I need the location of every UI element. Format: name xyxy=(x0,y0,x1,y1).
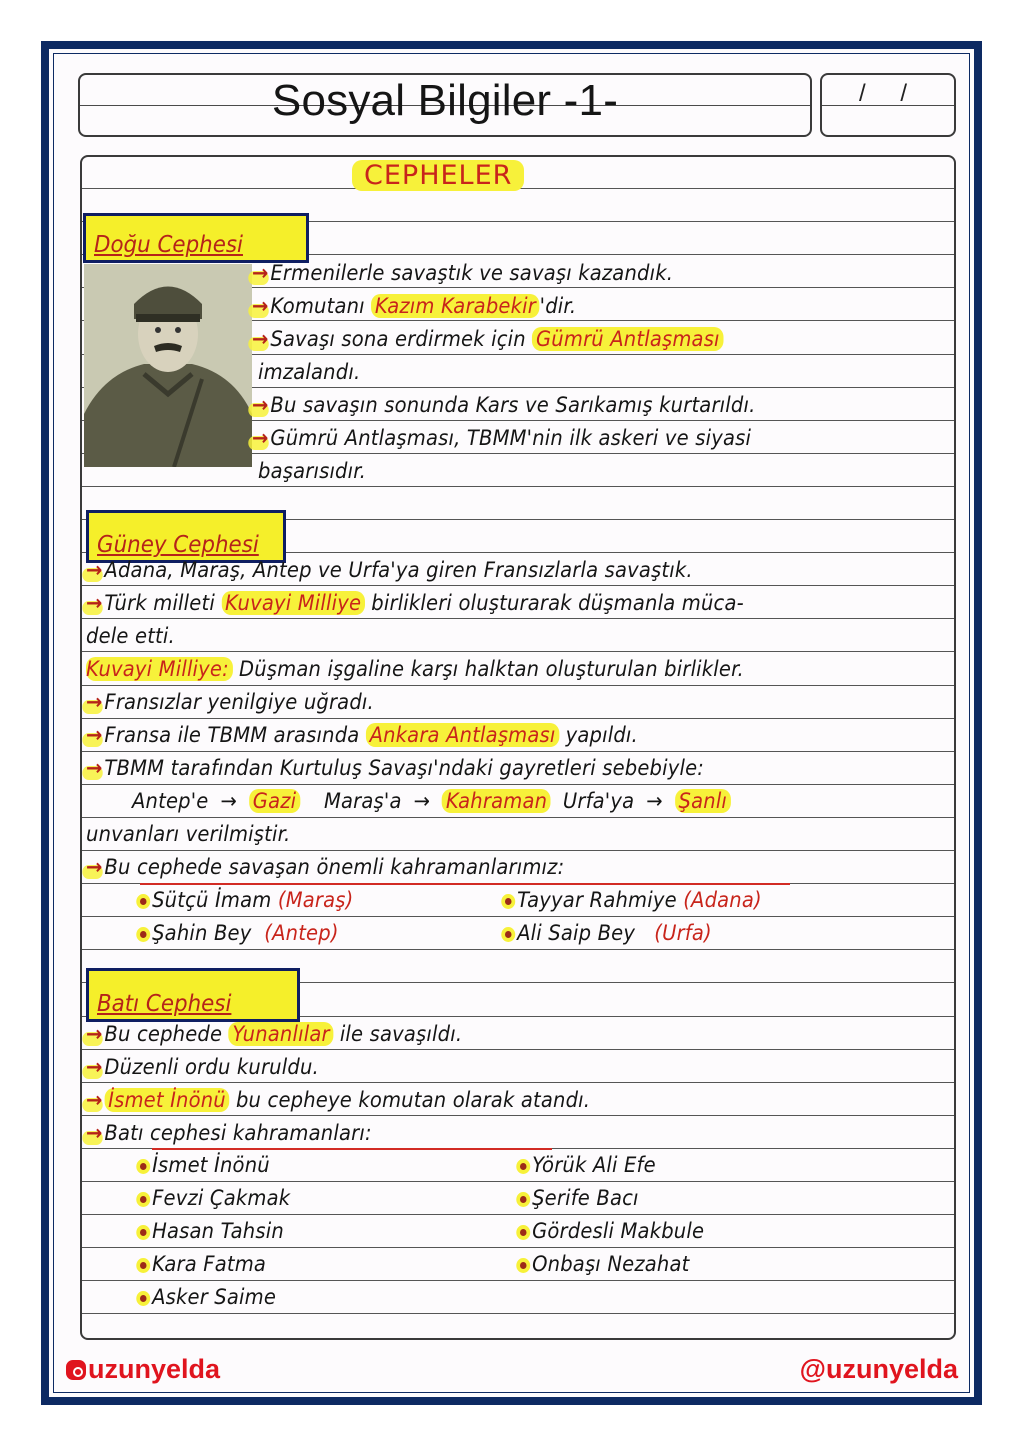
arrow-icon: → xyxy=(86,1055,103,1079)
bati-hero xyxy=(140,1285,276,1309)
bullet-icon xyxy=(140,898,147,905)
bullet-icon xyxy=(520,1262,527,1269)
bati-line-3 xyxy=(86,1088,590,1112)
ruled-line xyxy=(82,1049,954,1050)
heroes-intro-underline xyxy=(140,883,790,885)
guney-heroes-intro xyxy=(86,855,564,879)
bullet-icon xyxy=(140,1229,147,1236)
section-title-text: CEPHELER xyxy=(352,160,524,191)
ruled-line xyxy=(82,718,954,719)
arrow-icon: → xyxy=(86,1121,103,1145)
dogu-line-3 xyxy=(252,327,723,351)
ruled-line xyxy=(82,1181,954,1182)
hero-name: Onbaşı Nezahat xyxy=(532,1252,690,1276)
portrait-image xyxy=(84,264,252,467)
hero-place: (Antep) xyxy=(264,921,339,945)
definition-text: Düşman işgaline karşı halktan oluşturulan birlikler. xyxy=(232,657,744,681)
bati-line-2-text: Düzenli ordu kuruldu. xyxy=(104,1055,319,1079)
dogu-line-4 xyxy=(258,360,360,384)
hero-place: (Urfa) xyxy=(654,921,712,945)
dogu-line-2-text: Komutanı xyxy=(270,294,372,318)
kahraman-title: Kahraman xyxy=(442,789,551,813)
dogu-line-4-text: imzalandı. xyxy=(258,360,361,384)
arrow-icon: → xyxy=(220,789,238,813)
guney-line-6 xyxy=(86,723,638,747)
ruled-line xyxy=(82,949,954,950)
bullet-icon xyxy=(140,1295,147,1302)
hero-name: Fevzi Çakmak xyxy=(152,1186,291,1210)
guney-hero-3 xyxy=(140,921,339,945)
bullet-icon xyxy=(520,1196,527,1203)
hero-name: Tayyar Rahmiye xyxy=(517,888,677,912)
arrow-icon: → xyxy=(86,690,103,714)
guney-definition xyxy=(86,657,744,681)
guney-hero-2 xyxy=(505,888,762,912)
hero-place: (Maraş) xyxy=(277,888,354,912)
bati-line-1-text: Bu cephede xyxy=(104,1022,229,1046)
bati-line-1 xyxy=(86,1022,462,1046)
dogu-line-6 xyxy=(252,426,751,450)
bullet-icon xyxy=(520,1229,527,1236)
hero-name: Hasan Tahsin xyxy=(152,1219,284,1243)
bati-line-2 xyxy=(86,1055,319,1079)
guney-heading-box xyxy=(86,510,286,563)
hero-name: Ali Saip Bey xyxy=(517,921,636,945)
kazim-karabekir-highlight: Kazım Karabekir xyxy=(371,294,539,318)
guney-hero-4 xyxy=(505,921,712,945)
arrow-icon: → xyxy=(252,261,269,285)
hero-name: Şerife Bacı xyxy=(532,1186,639,1210)
guney-line-6-suffix: yapıldı. xyxy=(559,723,638,747)
bullet-icon xyxy=(520,1163,527,1170)
dogu-line-3-text: Savaşı sona erdirmek için xyxy=(270,327,533,351)
definition-term: Kuvayi Milliye: xyxy=(86,657,233,681)
ruled-line xyxy=(82,817,954,818)
ruled-line xyxy=(82,1082,954,1083)
dogu-line-1 xyxy=(252,261,673,285)
dogu-line-7 xyxy=(258,459,366,483)
maras-label: Maraş'a xyxy=(323,789,402,813)
urfa-label: Urfa'ya xyxy=(562,789,635,813)
guney-line-9 xyxy=(86,822,290,846)
hero-name: Şahin Bey xyxy=(152,921,252,945)
hero-name: Sütçü İmam xyxy=(152,888,272,912)
guney-line-1-text: Adana, Maraş, Antep ve Urfa'ya giren Fransızlarla savaştık. xyxy=(104,558,693,582)
ruled-line xyxy=(82,1280,954,1281)
ruled-line xyxy=(82,585,954,586)
bati-heroes-intro xyxy=(86,1121,372,1145)
arrow-icon: → xyxy=(86,591,103,615)
portrait-photo xyxy=(84,264,252,467)
arrow-icon: → xyxy=(86,558,103,582)
ruled-line xyxy=(82,651,954,652)
ruled-line xyxy=(82,751,954,752)
guney-line-7-text: TBMM tarafından Kurtuluş Savaşı'ndaki gayretleri sebebiyle: xyxy=(104,756,705,780)
guney-line-3-text: dele etti. xyxy=(86,624,175,648)
dogu-line-5 xyxy=(252,393,755,417)
arrow-icon: → xyxy=(646,789,663,813)
yunanlilar-highlight: Yunanlılar xyxy=(229,1022,334,1046)
bati-intro-underline xyxy=(152,1148,552,1150)
date-field: / / xyxy=(858,80,921,107)
bati-hero xyxy=(140,1153,270,1177)
guney-line-3 xyxy=(86,624,175,648)
guney-line-5 xyxy=(86,690,374,714)
guney-titles-line xyxy=(132,789,731,813)
footer-left xyxy=(66,1354,220,1385)
bati-hero xyxy=(140,1186,290,1210)
guney-line-2 xyxy=(86,591,744,615)
ruled-line xyxy=(82,486,954,487)
guney-heroes-intro-text: Bu cephede savaşan önemli kahramanlarımız: xyxy=(104,855,565,879)
guney-line-1 xyxy=(86,558,693,582)
bullet-icon xyxy=(505,898,512,905)
bati-hero xyxy=(520,1153,656,1177)
bullet-icon xyxy=(140,931,147,938)
arrow-icon: → xyxy=(86,1022,103,1046)
guney-line-9-text: unvanları verilmiştir. xyxy=(86,822,291,846)
dogu-line-7-text: başarısıdır. xyxy=(258,459,367,483)
arrow-icon: → xyxy=(252,393,269,417)
guney-line-5-text: Fransızlar yenilgiye uğradı. xyxy=(104,690,374,714)
gumru-antlasmasi-highlight: Gümrü Antlaşması xyxy=(532,327,723,351)
bati-heading: Batı Cephesi xyxy=(97,991,232,1017)
dogu-heading-box xyxy=(83,213,309,263)
arrow-icon: → xyxy=(252,426,269,450)
ismet-inonu-highlight: İsmet İnönü xyxy=(104,1088,229,1112)
arrow-icon: → xyxy=(413,789,431,813)
dogu-line-5-text: Bu savaşın sonunda Kars ve Sarıkamış kurtarıldı. xyxy=(270,393,756,417)
sanli-title: Şanlı xyxy=(675,789,731,813)
ruled-line xyxy=(82,1313,954,1314)
hero-name: Asker Saime xyxy=(152,1285,277,1309)
bati-line-1-suffix: ile savaşıldı. xyxy=(333,1022,463,1046)
ruled-line xyxy=(82,850,954,851)
arrow-icon: → xyxy=(86,1088,103,1112)
bati-hero xyxy=(140,1219,284,1243)
bati-heading-box xyxy=(86,968,300,1022)
ruled-line xyxy=(82,1115,954,1116)
footer-left-handle[interactable]: uzunyelda xyxy=(88,1354,221,1384)
bati-hero xyxy=(140,1252,266,1276)
gazi-title: Gazi xyxy=(249,789,300,813)
arrow-icon: → xyxy=(252,294,269,318)
bati-line-3-suffix: bu cepheye komutan olarak atandı. xyxy=(229,1088,591,1112)
hero-name: Kara Fatma xyxy=(152,1252,267,1276)
ankara-antlasmasi-highlight: Ankara Antlaşması xyxy=(366,723,559,747)
arrow-icon: → xyxy=(86,756,103,780)
ruled-line xyxy=(82,685,954,686)
page-title: Sosyal Bilgiler -1- xyxy=(271,76,619,125)
guney-line-7 xyxy=(86,756,704,780)
dogu-line-1-text: Ermenilerle savaştık ve savaşı kazandık. xyxy=(270,261,674,285)
instagram-icon xyxy=(66,1360,86,1380)
arrow-icon: → xyxy=(86,855,103,879)
footer-right xyxy=(800,1354,958,1385)
bullet-icon xyxy=(505,931,512,938)
ruled-line xyxy=(82,784,954,785)
antep-label: Antep'e xyxy=(132,789,209,813)
dogu-line-2 xyxy=(252,294,576,318)
hero-place: (Adana) xyxy=(683,888,762,912)
kuvayi-milliye-highlight: Kuvayi Milliye xyxy=(221,591,365,615)
bati-hero xyxy=(520,1252,689,1276)
ruled-line xyxy=(82,618,954,619)
bullet-icon xyxy=(140,1196,147,1203)
dogu-heading: Doğu Cephesi xyxy=(94,232,243,258)
footer-right-handle[interactable]: @uzunyelda xyxy=(799,1354,958,1384)
dogu-line-2-suffix: 'dir. xyxy=(539,294,577,318)
bati-hero xyxy=(520,1186,639,1210)
arrow-icon: → xyxy=(252,327,269,351)
guney-line-2-text: Türk milleti xyxy=(104,591,222,615)
hero-name: Yörük Ali Efe xyxy=(532,1153,656,1177)
bati-heroes-intro-text: Batı cephesi kahramanları: xyxy=(104,1121,372,1145)
guney-line-2-suffix: birlikleri oluşturarak düşmanla müca- xyxy=(364,591,744,615)
arrow-icon: → xyxy=(86,723,103,747)
ruled-line xyxy=(82,1247,954,1248)
section-title xyxy=(352,160,524,191)
guney-line-6-text: Fransa ile TBMM arasında xyxy=(104,723,366,747)
dogu-line-6-text: Gümrü Antlaşması, TBMM'nin ilk askeri ve siyasi xyxy=(270,426,752,450)
bati-hero xyxy=(520,1219,704,1243)
guney-heading: Güney Cephesi xyxy=(97,532,259,558)
bullet-icon xyxy=(140,1163,147,1170)
ruled-line xyxy=(82,1214,954,1215)
guney-hero-1 xyxy=(140,888,353,912)
hero-name: İsmet İnönü xyxy=(152,1153,270,1177)
bullet-icon xyxy=(140,1262,147,1269)
hero-name: Gördesli Makbule xyxy=(532,1219,705,1243)
ruled-line xyxy=(82,916,954,917)
